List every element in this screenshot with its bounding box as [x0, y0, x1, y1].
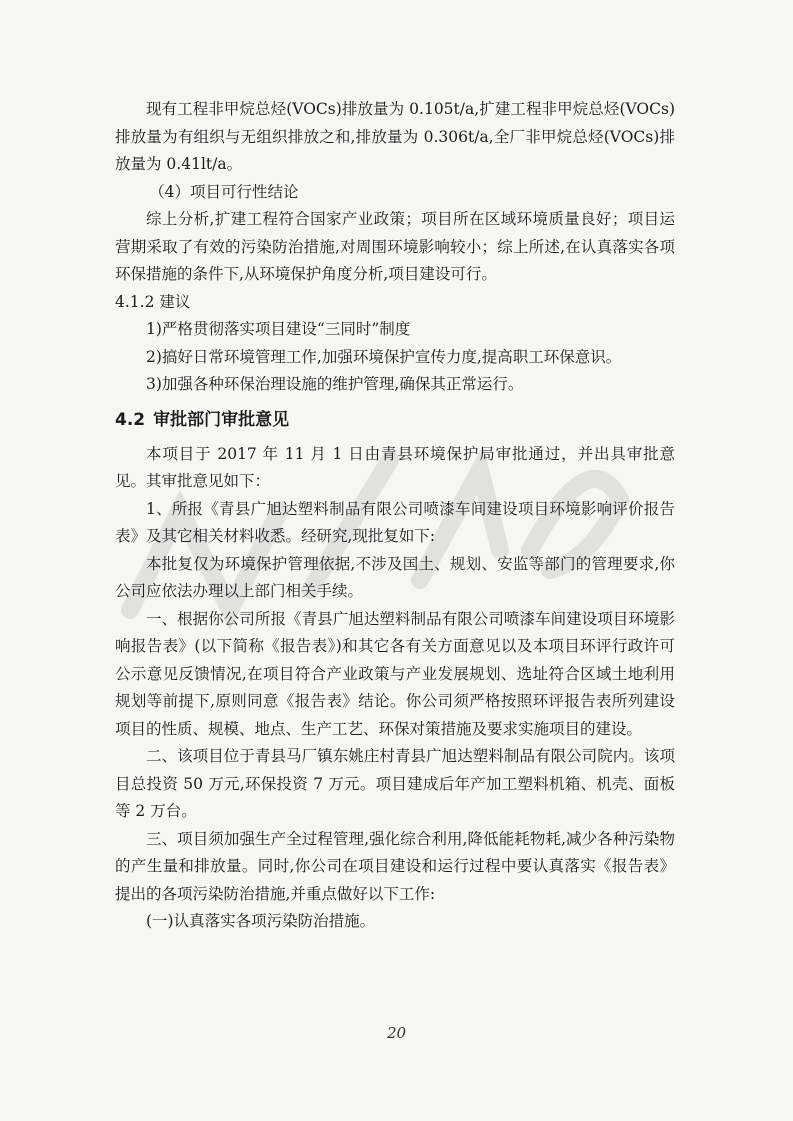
subsection-title-suggestions: 4.1.2 建议: [115, 292, 191, 311]
paragraph: 三、项目须加强生产全过程管理,强化综合利用,降低能耗物耗,减少各种污染物的产生量和排放量。同时,你公司在项目建设和运行过程中要认真落实《报告表》提出的各项污染防治措施,并重点做好以下工作:: [115, 829, 675, 903]
document-body: [115, 96, 675, 936]
section-heading: [115, 405, 675, 435]
suggestion-item: 1)严格贯彻落实项目建设“三同时”制度: [146, 320, 411, 338]
paragraph-emissions: 现有工程非甲烷总烃(VOCs)排放量为 0.105t/a,扩建工程非甲烷总烃(VOCs)排放量为有组织与无组织排放之和,排放量为 0.306t/a,全厂非甲烷总烃(VOCs)排放量为 0.41lt/a。: [115, 100, 675, 173]
paragraph: 1、所报《青县广旭达塑料制品有限公司喷漆车间建设项目环境影响评价报告表》及其它相关材料收悉。经研究,现批复如下:: [115, 499, 675, 545]
paragraph: (一)认真落实各项污染防治措施。: [146, 912, 376, 930]
section-title: 审批部门审批意见: [153, 409, 290, 430]
paragraph: 一、根据你公司所报《青县广旭达塑料制品有限公司喷漆车间建设项目环境影响报告表》(以下简称《报告表》)和其它各有关方面意见以及本项目环评行政许可公示意见反馈情况,在项目符合产业政策与产业发展规划、选址符合区域土地利用规划等前提下,原则同意《报告表》结论。你公司须严格按照环评报告表所列建设项目的性质、规模、地点、生产工艺、环保对策措施及要求实施项目的建设。: [115, 609, 675, 738]
paragraph: 本项目于 2017 年 11 月 1 日由青县环境保护局审批通过，并出具审批意见。其审批意见如下：: [115, 444, 675, 490]
paragraph: 二、该项目位于青县马厂镇东姚庄村青县广旭达塑料制品有限公司院内。该项目总投资 50 万元,环保投资 7 万元。项目建成后年产加工塑料机箱、机壳、面板等 2 万台。: [115, 747, 675, 820]
section-number: 4.2: [115, 409, 146, 430]
paragraph-feasibility-conclusion: 综上分析,扩建工程符合国家产业政策；项目所在区域环境质量良好；项目运营期采取了有效的污染防治措施,对周围环境影响较小；综上所述,在认真落实各项环保措施的条件下,从环境保护角度分析,项目建设可行。: [115, 210, 675, 283]
suggestion-item: 2)搞好日常环境管理工作,加强环境保护宣传力度,提高职工环保意识。: [146, 347, 622, 366]
feasibility-subheading: （4）项目可行性结论: [149, 182, 299, 201]
paragraph: 本批复仅为环境保护管理依据,不涉及国土、规划、安监等部门的管理要求,你公司应依法办理以上部门相关手续。: [115, 554, 675, 600]
suggestion-item: 3)加强各种环保治理设施的维护管理,确保其正常运行。: [146, 375, 524, 393]
page-number: 20: [386, 1024, 407, 1042]
